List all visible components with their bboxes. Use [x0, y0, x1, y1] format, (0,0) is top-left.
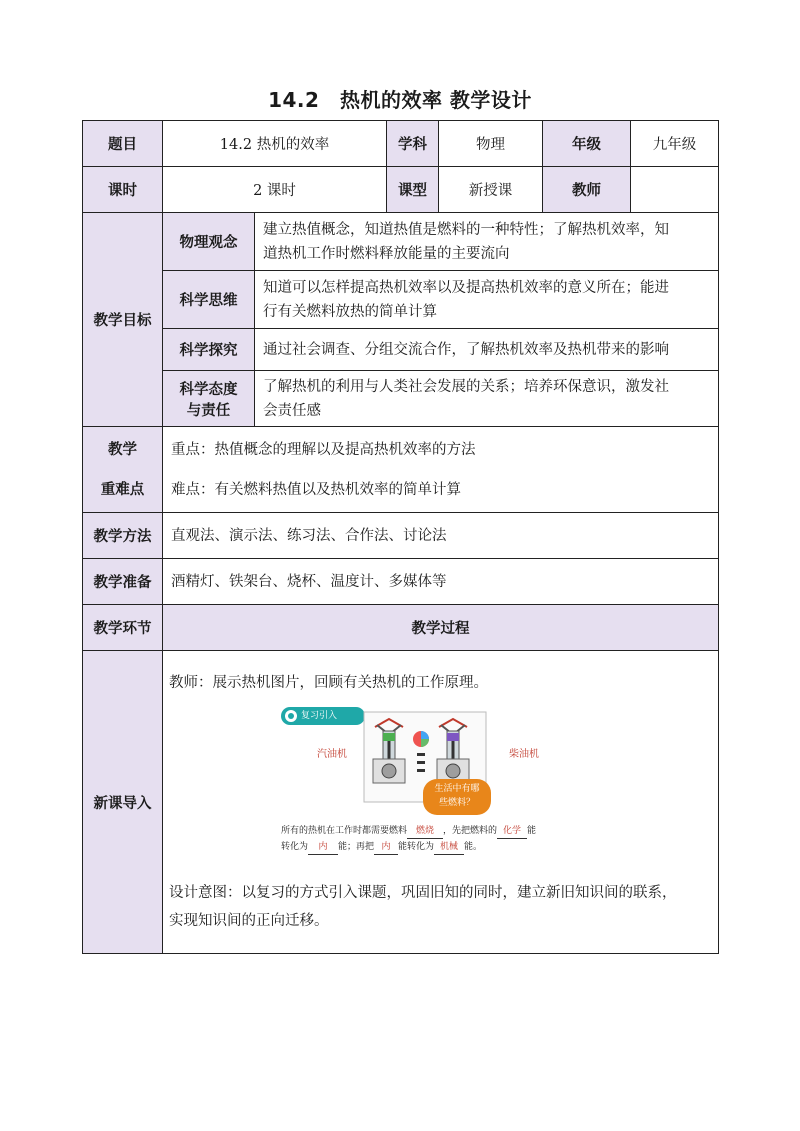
intro-row	[83, 651, 719, 954]
header-row-topic	[83, 121, 719, 167]
goal-text	[255, 213, 719, 271]
goal-text-line: 建立热值概念，知道热值是燃料的一种特性；了解热机效率，知	[263, 221, 669, 238]
design-intent	[169, 879, 710, 935]
methods-value: 直观法、演示法、练习法、合作法、讨论法	[163, 513, 719, 559]
teacher-value	[631, 167, 719, 213]
fill-text: 能。	[464, 842, 483, 852]
goal-row	[83, 213, 719, 271]
gasoline-engine-label: 汽油机	[317, 749, 347, 760]
grade-value: 九年级	[631, 121, 719, 167]
review-pill	[281, 707, 365, 725]
document-title: 14.2 热机的效率 教学设计	[268, 88, 532, 112]
fill-blank: 机械	[434, 841, 464, 855]
topic-value: 14.2 热机的效率	[163, 121, 387, 167]
goal-text-line: 知道可以怎样提高热机效率以及提高热机效率的意义所在；能进	[263, 279, 669, 296]
bubble-line: 生活中有哪	[434, 784, 480, 794]
prep-row	[83, 559, 719, 605]
goal-text	[255, 329, 719, 371]
fill-blank: 化学	[497, 825, 527, 839]
question-bubble	[423, 779, 491, 815]
hours-label: 课时	[83, 167, 163, 213]
key-point: 重点：热值概念的理解以及提高热机效率的方法	[171, 441, 476, 458]
fill-in-line	[281, 841, 549, 855]
fill-text: 能转化为	[398, 842, 435, 852]
prep-value: 酒精灯、铁架台、烧杯、温度计、多媒体等	[163, 559, 719, 605]
fill-text: 能；再把	[338, 842, 375, 852]
teacher-label: 教师	[543, 167, 631, 213]
fill-text: ，先把燃料的	[443, 826, 498, 836]
fill-blank: 燃烧	[407, 825, 443, 839]
goal-label-line: 与责任	[186, 402, 231, 419]
grade-label: 年级	[543, 121, 631, 167]
type-label: 课型	[387, 167, 439, 213]
keypoints-label-line: 重难点	[100, 481, 145, 498]
bubble-line: 些燃料？	[438, 798, 475, 808]
intro-label: 新课导入	[83, 651, 163, 954]
goal-text-line: 会责任感	[263, 402, 321, 419]
fill-in-text	[229, 823, 549, 855]
goal-text-line: 通过社会调查、分组交流合作，了解热机效率及热机带来的影响	[263, 341, 669, 358]
goal-label-line: 科学态度	[179, 381, 238, 398]
goal-text	[255, 371, 719, 427]
goal-label-line: 科学思维	[179, 293, 238, 309]
methods-row	[83, 513, 719, 559]
circle-icon	[285, 710, 297, 722]
fill-text: 所有的热机在工作时都需要燃料	[281, 826, 408, 836]
keypoints-row	[83, 427, 719, 513]
keypoints-text	[163, 427, 719, 513]
goal-row	[83, 371, 719, 427]
design-line: 实现知识间的正向迁移。	[169, 913, 329, 929]
fill-blank: 内	[374, 841, 398, 855]
subject-label: 学科	[387, 121, 439, 167]
goal-label	[163, 213, 255, 271]
process-row	[83, 605, 719, 651]
design-line: 设计意图：以复习的方式引入课题，巩固旧知的同时，建立新旧知识间的联系，	[169, 885, 677, 901]
difficult-point: 难点：有关燃料热值以及热机效率的简单计算	[171, 481, 461, 498]
goal-row	[83, 271, 719, 329]
process-label: 教学环节	[83, 605, 163, 651]
goal-label-line: 科学探究	[179, 343, 238, 359]
type-value: 新授课	[439, 167, 543, 213]
goal-text-line: 了解热机的利用与人类社会发展的关系；培养环保意识，激发社	[263, 378, 669, 395]
hours-value: 2 课时	[163, 167, 387, 213]
methods-label: 教学方法	[83, 513, 163, 559]
goal-text	[255, 271, 719, 329]
goal-label	[163, 371, 255, 427]
teacher-line: 教师：展示热机图片，回顾有关热机的工作原理。	[169, 675, 488, 691]
goal-label	[163, 271, 255, 329]
subject-value: 物理	[439, 121, 543, 167]
keypoints-label-line: 教学	[108, 441, 137, 458]
diesel-engine-label: 柴油机	[509, 749, 539, 760]
goal-label	[163, 329, 255, 371]
fill-text: 转化为	[281, 842, 309, 852]
keypoints-label	[83, 427, 163, 513]
goal-text-line: 行有关燃料放热的简单计算	[263, 303, 437, 320]
intro-content	[163, 651, 719, 954]
review-slide	[281, 707, 581, 867]
goals-label: 教学目标	[83, 213, 163, 427]
lesson-plan-table	[82, 120, 719, 954]
header-row-hours	[83, 167, 719, 213]
topic-label: 题目	[83, 121, 163, 167]
process-heading: 教学过程	[163, 605, 719, 651]
goal-label-line: 物理观念	[179, 235, 238, 251]
goal-text-line: 道热机工作时燃料释放能量的主要流向	[263, 245, 510, 262]
prep-label: 教学准备	[83, 559, 163, 605]
goal-row	[83, 329, 719, 371]
review-pill-label: 复习引入	[301, 711, 338, 721]
fill-blank: 内	[308, 841, 338, 855]
fill-in-line	[281, 825, 549, 839]
fill-text: 能	[527, 826, 537, 836]
